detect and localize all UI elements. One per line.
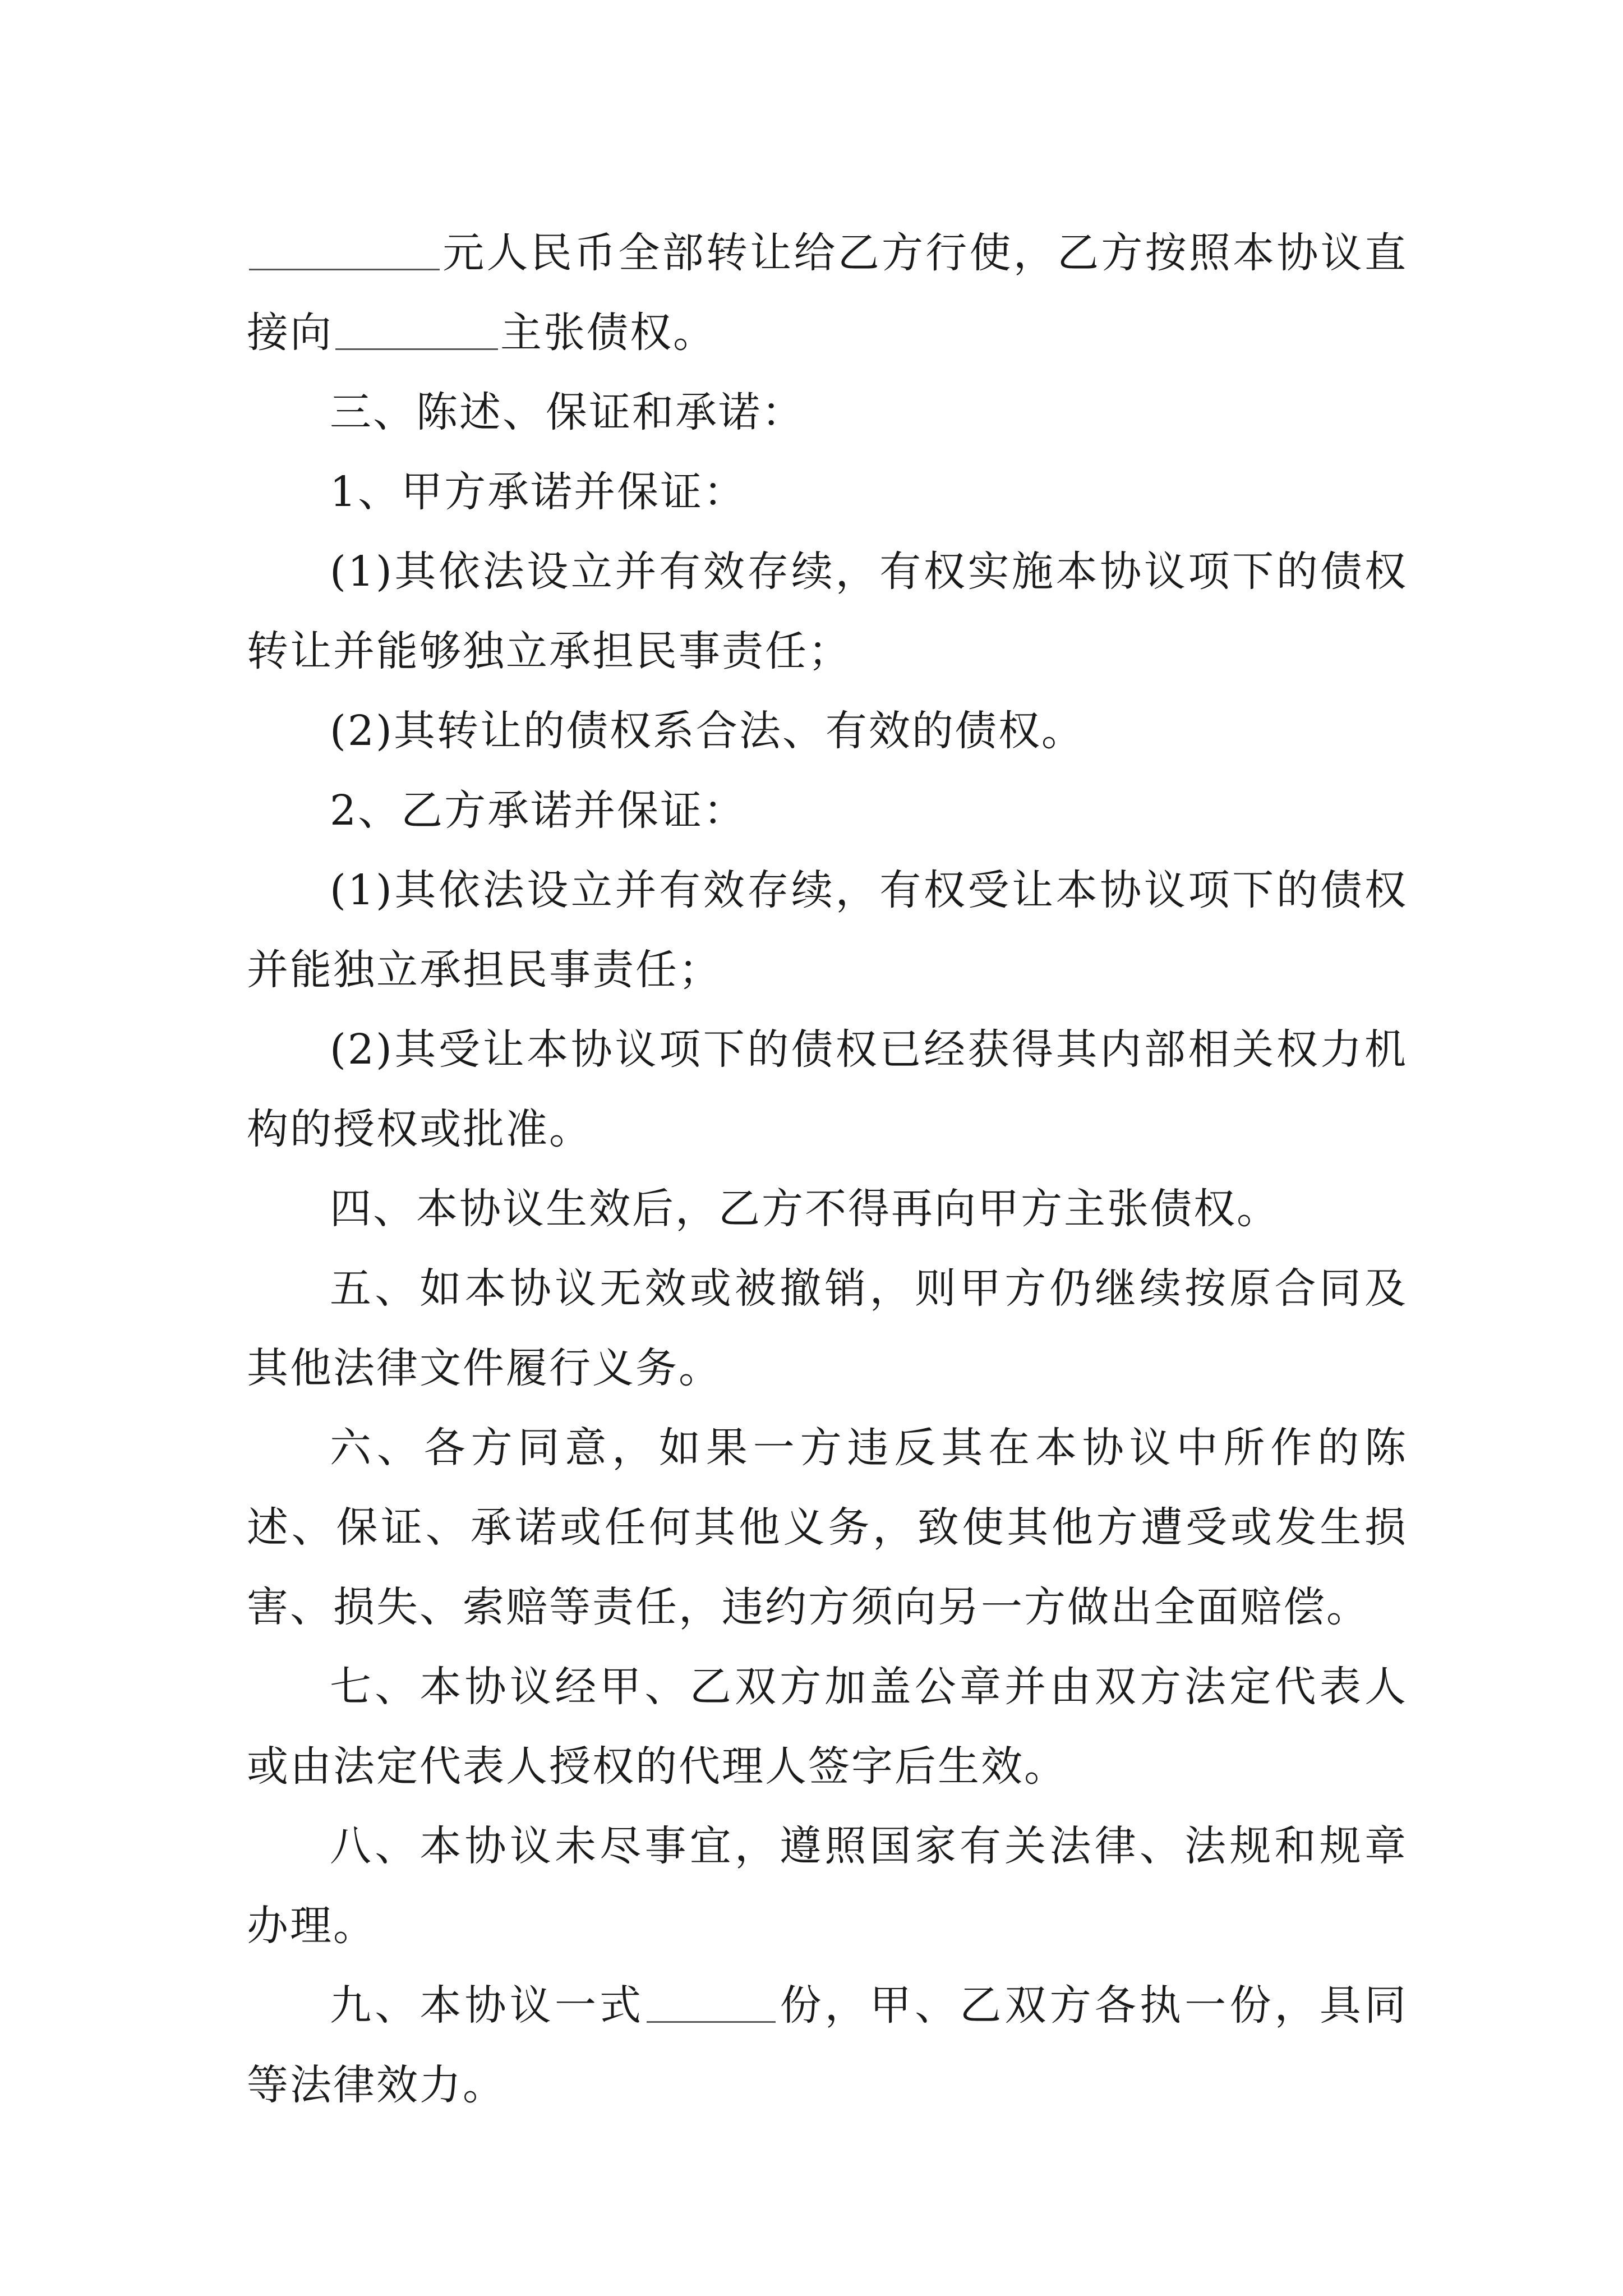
clause-party-b-item-2: (2)其受让本协议项下的债权已经获得其内部相关权力机构的授权或批准。 — [247, 1025, 1408, 1153]
section-heading-representations: 三、陈述、保证和承诺： — [330, 388, 805, 436]
paragraph-transfer-amount — [247, 213, 1408, 372]
paragraph-text: 九、本协议一式 — [330, 1981, 645, 2030]
paragraph-text: 主张债权。 — [500, 309, 716, 357]
section-seven: 七、本协议经甲、乙双方加盖公章并由双方法定代表人或由法定代表人授权的代理人签字后生效。 — [247, 1663, 1408, 1791]
document-body — [247, 213, 1408, 2125]
paragraph-text: 元人民币全部转让给乙方行使，乙方按照本协议直接向 — [247, 229, 1408, 357]
debtor-blank — [335, 307, 498, 350]
amount-blank — [249, 227, 440, 270]
clause-party-a-item-1: (1)其依法设立并有效存续，有权实施本协议项下的债权转让并能够独立承担民事责任； — [247, 547, 1408, 675]
section-four: 四、本协议生效后，乙方不得再向甲方主张债权。 — [330, 1185, 1280, 1233]
section-nine — [247, 1966, 1408, 2125]
clause-party-a-item-2: (2)其转让的债权系合法、有效的债权。 — [330, 707, 1085, 755]
section-six: 六、各方同意，如果一方违反其在本协议中所作的陈述、保证、承诺或任何其他义务，致使其他方遭受或发生损害、损失、索赔等责任，违约方须向另一方做出全面赔偿。 — [247, 1424, 1408, 1631]
clause-party-b-heading: 2、乙方承诺并保证： — [330, 786, 747, 835]
clause-party-b-item-1: (1)其依法设立并有效存续，有权受让本协议项下的债权并能独立承担民事责任； — [247, 866, 1408, 994]
clause-party-a-heading: 1、甲方承诺并保证： — [330, 468, 747, 516]
paragraph-text: 份，甲、乙双方各执一份，具同等法律效力。 — [247, 1981, 1408, 2109]
section-eight: 八、本协议未尽事宜，遵照国家有关法律、法规和规章办理。 — [247, 1822, 1408, 1950]
copies-blank — [647, 1980, 776, 2023]
section-five: 五、如本协议无效或被撤销，则甲方仍继续按原合同及其他法律文件履行义务。 — [247, 1264, 1408, 1392]
